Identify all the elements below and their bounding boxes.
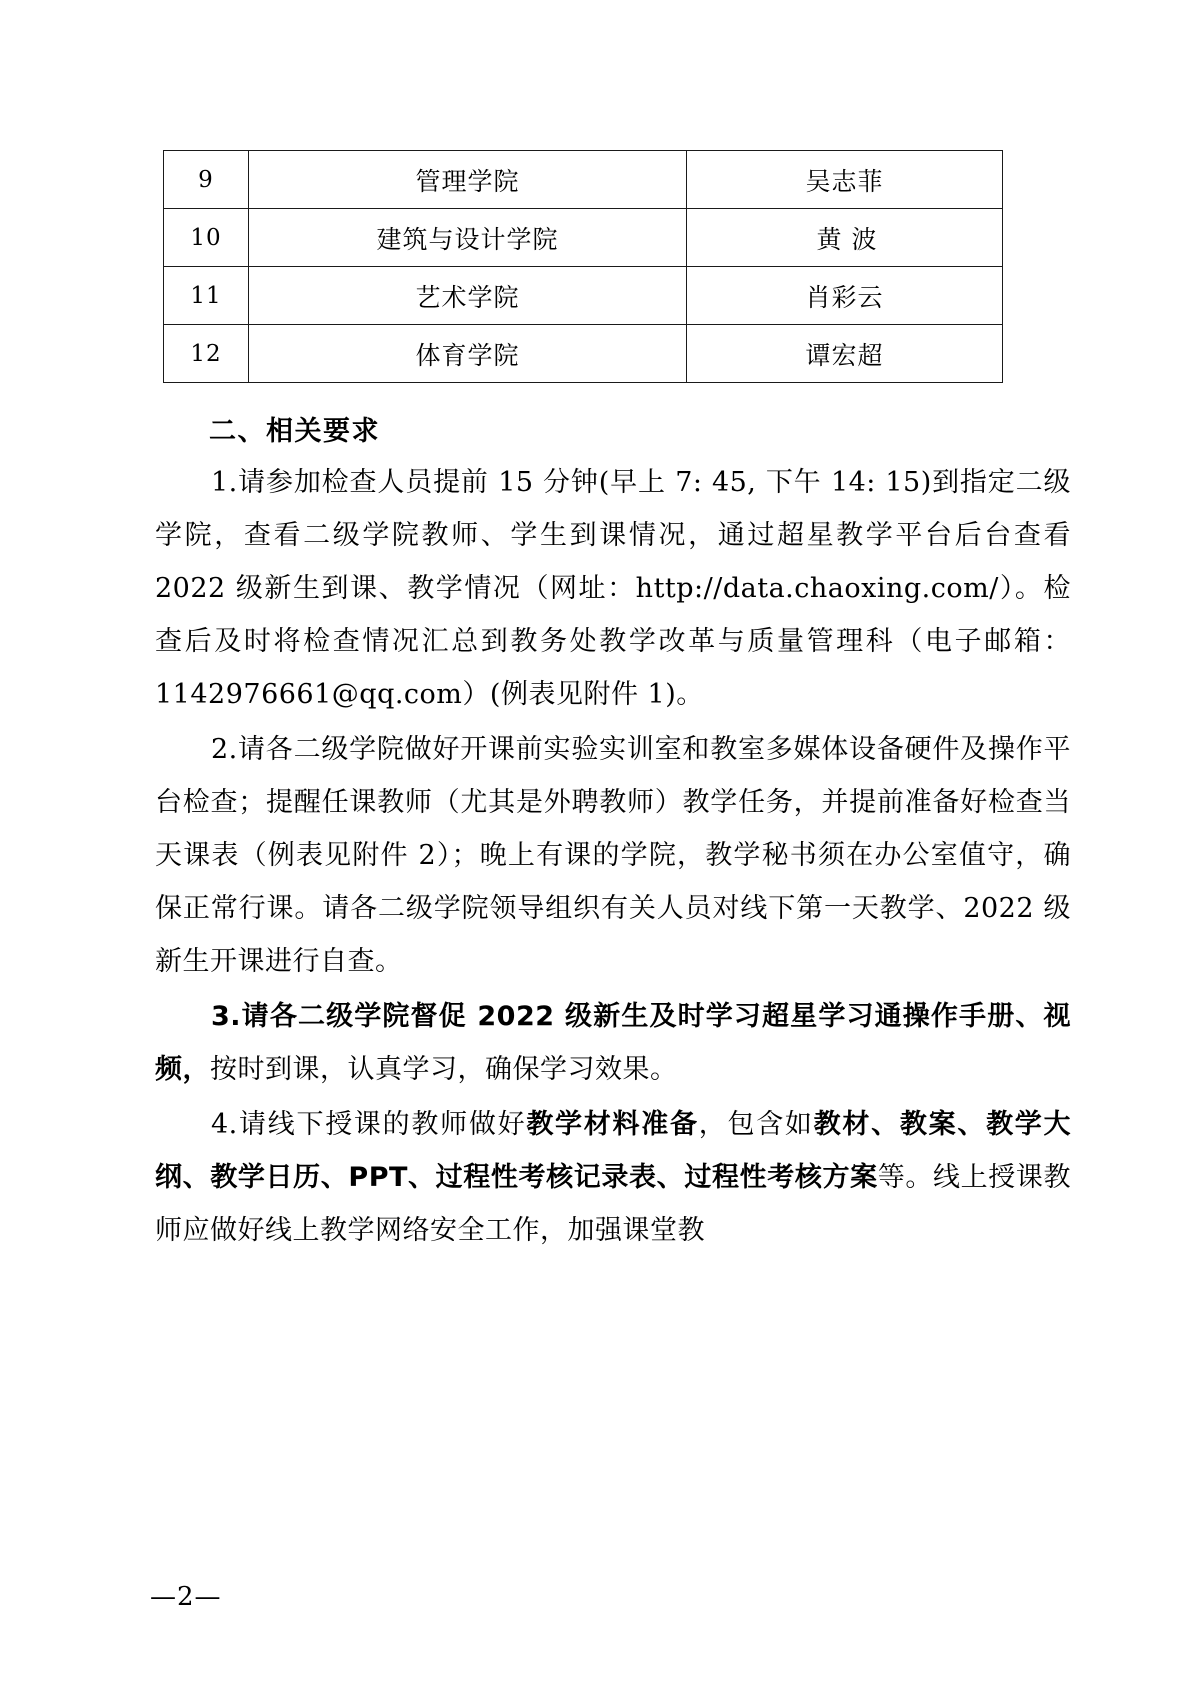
row-college: 管理学院	[249, 151, 687, 209]
row-number: 11	[164, 267, 249, 325]
paragraph-1-line1: 1.请参加检查人员提前 15 分钟(早上 7: 45, 下午 14: 15)到指	[211, 467, 988, 498]
row-number: 10	[164, 209, 249, 267]
paragraph-4-mid: ，包含如	[698, 1109, 814, 1140]
table-row	[164, 267, 1003, 325]
row-person: 肖彩云	[687, 267, 1003, 325]
row-number: 9	[164, 151, 249, 209]
paragraph-1	[155, 456, 1071, 721]
paragraph-2: 2.请各二级学院做好开课前实验实训室和教室多媒体设备硬件及操作平台检查；提醒任课教师（尤其是外聘教师）教学任务，并提前准备好检查当天课表（例表见附件 2）；晚上有课的学院，教学秘书须在办公室值守，确保正常行课。请各二级学院领导组织有关人员对线下第一天教学、2022 级新生开课进行自查。	[155, 734, 1071, 977]
row-college: 建筑与设计学院	[249, 209, 687, 267]
table-row	[164, 151, 1003, 209]
row-person: 吴志菲	[687, 151, 1003, 209]
row-person: 谭宏超	[687, 325, 1003, 383]
row-college: 体育学院	[249, 325, 687, 383]
paragraph-4-bold-1: 教学材料准备	[526, 1109, 699, 1140]
paragraph-1-rest: 定二级学院，查看二级学院教师、学生到课情况，通过超星教学平台后台查看 2022 级新生到课、教学情况（网址：http://data.chaoxing.com/）。检查后及时将检查情况汇总到教务处教学改革与质量管理科（电子邮箱：1142976661@qq.com）(例表见附件 1)。	[155, 467, 1072, 710]
row-college: 艺术学院	[249, 267, 687, 325]
college-roster-table	[163, 150, 1003, 383]
row-person: 黄 波	[687, 209, 1003, 267]
paragraph-4	[155, 1098, 1071, 1257]
table-row	[164, 209, 1003, 267]
paragraph-4-prefix: 4.请线下授课的教师做好	[211, 1109, 527, 1140]
row-number: 12	[164, 325, 249, 383]
paragraph-4-suffix: 等。线上授课教师应做好线上教学网络安全工作，加强课堂教	[155, 1162, 1072, 1246]
paragraph-3-bold: 3.请各二级学院督促 2022 级新生及时学习超星学习通操作手册、视频，	[155, 1001, 1071, 1085]
page-number: —2—	[150, 1582, 222, 1612]
table-body	[164, 151, 1003, 383]
paragraph-3	[155, 990, 1071, 1096]
section-heading: 二、相关要求	[209, 416, 380, 447]
paragraph-3-rest: 按时到课，认真学习，确保学习效果。	[210, 1054, 678, 1085]
table-row	[164, 325, 1003, 383]
paragraph-4-bold-2: 教材、教案、教学大纲、教学日历、PPT、过程性考核记录表、过程性考核方案	[155, 1109, 1072, 1193]
